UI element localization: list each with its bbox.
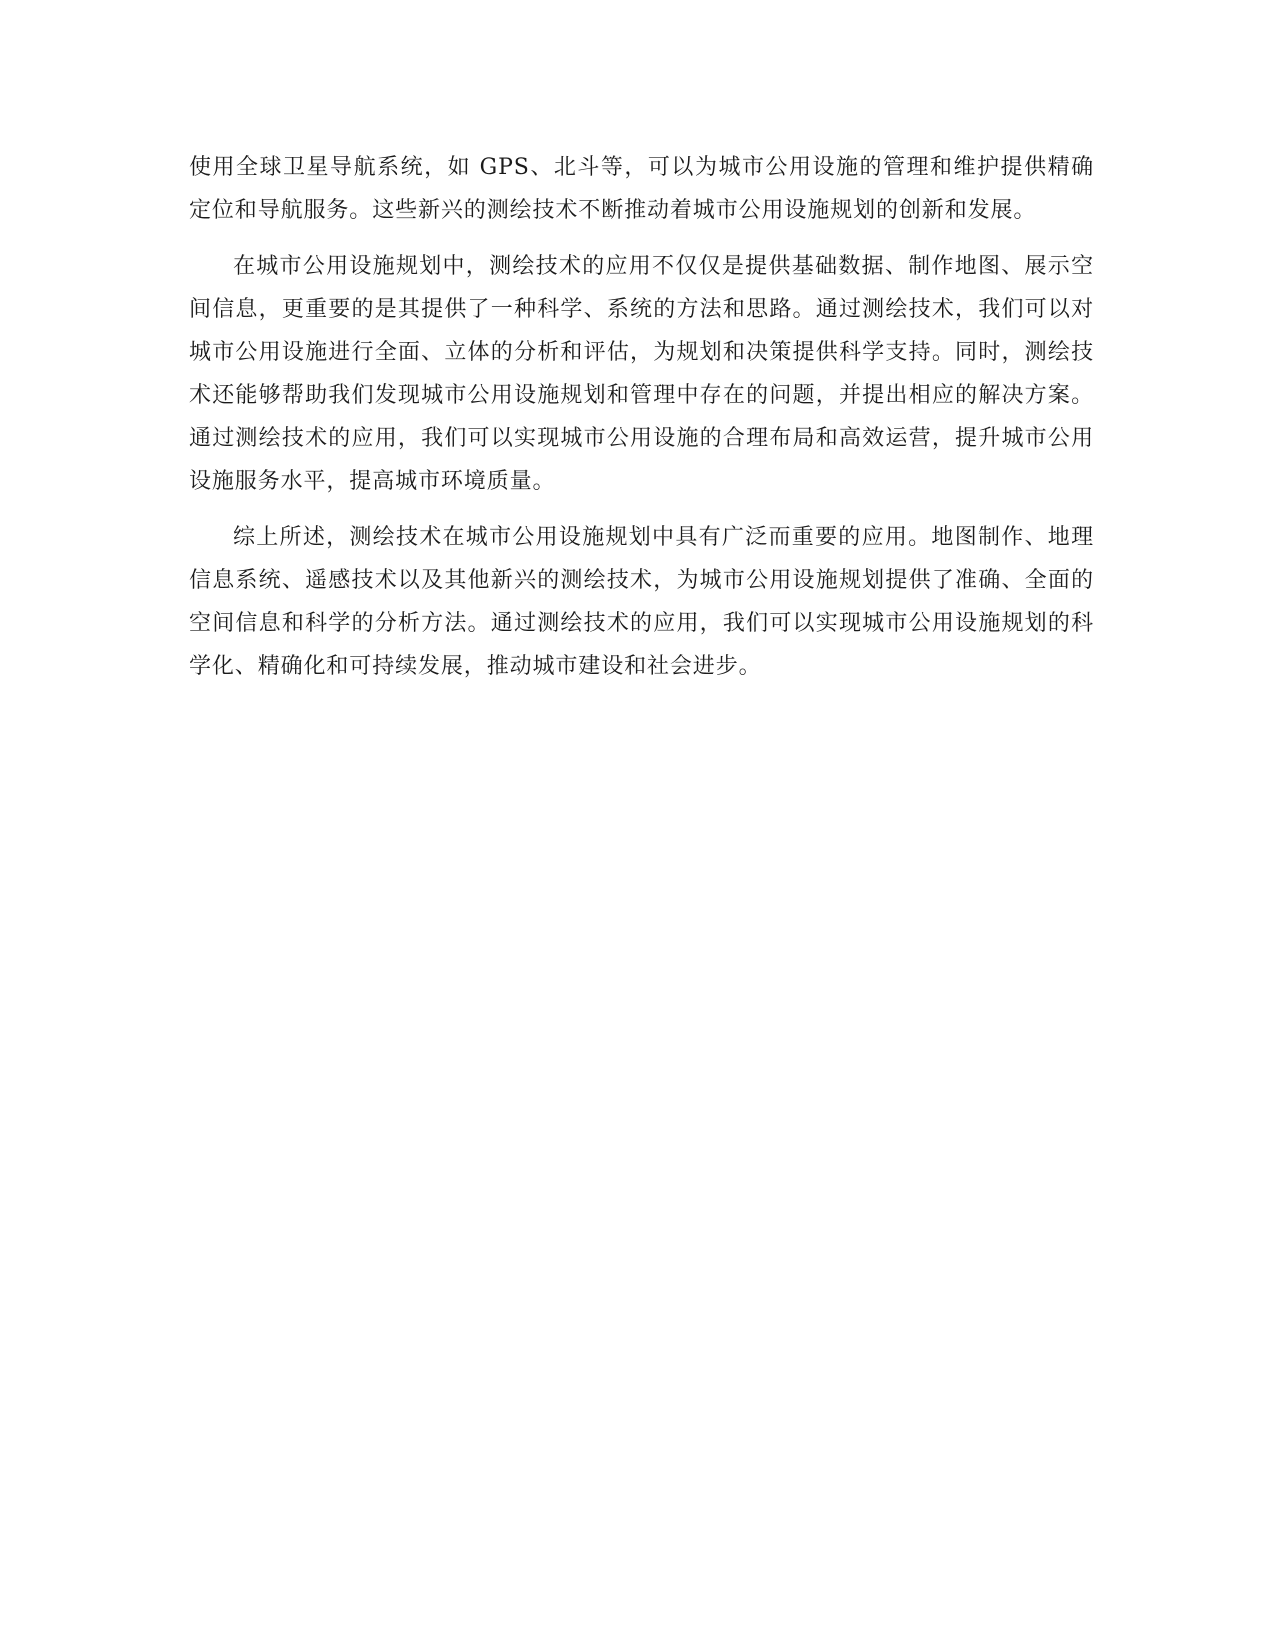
document-body [189, 146, 1094, 701]
paragraph-surveying-role: 在城市公用设施规划中，测绘技术的应用不仅仅是提供基础数据、制作地图、展示空间信息，更重要的是其提供了一种科学、系统的方法和思路。通过测绘技术，我们可以对城市公用设施进行全面、立体的分析和评估，为规划和决策提供科学支持。同时，测绘技术还能够帮助我们发现城市公用设施规划和管理中存在的问题，并提出相应的解决方案。通过测绘技术的应用，我们可以实现城市公用设施的合理布局和高效运营，提升城市公用设施服务水平，提高城市环境质量。 [189, 254, 1094, 494]
paragraph-continuation: 使用全球卫星导航系统，如 GPS、北斗等，可以为城市公用设施的管理和维护提供精确定位和导航服务。这些新兴的测绘技术不断推动着城市公用设施规划的创新和发展。 [189, 155, 1094, 223]
paragraph-conclusion: 综上所述，测绘技术在城市公用设施规划中具有广泛而重要的应用。地图制作、地理信息系统、遥感技术以及其他新兴的测绘技术，为城市公用设施规划提供了准确、全面的空间信息和科学的分析方法。通过测绘技术的应用，我们可以实现城市公用设施规划的科学化、精确化和可持续发展，推动城市建设和社会进步。 [189, 525, 1094, 679]
